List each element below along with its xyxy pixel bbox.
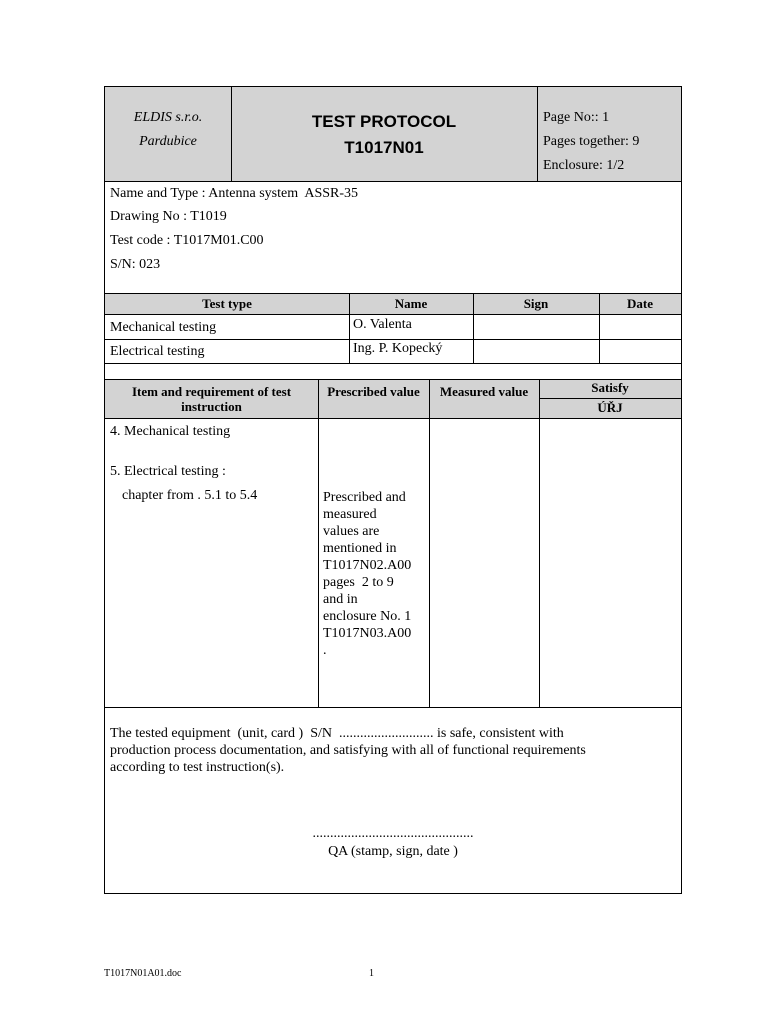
item-chapter-range: chapter from . 5.1 to 5.4 [122,488,258,503]
statement-top-border [105,707,681,708]
header-title-cell [231,87,537,181]
footer-filename: T1017N01A01.doc [104,968,182,979]
requirements-col-divider [429,379,430,707]
col-item-requirement-line2: instruction [181,399,242,414]
col-satisfy: Satisfy [591,380,629,395]
prescribed-line: pages 2 to 9 [323,575,394,590]
col-satisfy-sub: ÚŘJ [597,400,623,415]
prescribed-line: mentioned in [323,541,397,556]
col-test-type: Test type [202,296,252,311]
col-name: Name [394,296,428,311]
page-number: Page No:: 1 [543,110,610,125]
prescribed-line: Prescribed and [323,490,406,505]
test-type-electrical: Electrical testing [110,344,205,359]
statement-text [110,725,676,776]
prescribed-line: and in [323,592,358,607]
qa-label: QA (stamp, sign, date ) [328,844,458,859]
test-code: Test code : T1017M01.C00 [110,233,264,248]
col-item-requirement: Item and requirement of test [131,384,292,399]
testers-row-line [105,314,681,315]
test-type-mechanical: Mechanical testing [110,320,217,335]
prescribed-line: T1017N03.A00 [323,626,412,641]
tester-name-electrical: Ing. P. Kopecký [353,341,443,356]
company-name: ELDIS s.r.o. [133,110,203,125]
satisfy-sub-divider [539,398,681,399]
col-prescribed-value: Prescribed value [327,384,420,399]
name-and-type: Name and Type : Antenna system ASSR-35 [110,186,359,201]
testers-col-divider [599,293,600,363]
prescribed-line: T1017N02.A00 [323,558,412,573]
company-city: Pardubice [139,134,197,149]
prescribed-values-note [323,489,427,659]
pages-together: Pages together: 9 [543,134,640,149]
protocol-code: T1017N01 [344,138,424,157]
enclosure: Enclosure: 1/2 [543,158,625,173]
testers-col-divider [473,293,474,363]
statement-line: production process documentation, and satisfying with all of functional requirements [110,743,586,758]
testers-col-divider [349,293,350,363]
prescribed-line: values are [323,524,380,539]
footer-page-number: 1 [369,968,374,979]
requirements-col-divider [539,379,540,707]
col-sign: Sign [523,296,549,311]
testers-bottom-line [105,363,681,364]
protocol-form [104,86,682,894]
qa-signature-line: .............................................. [312,826,474,841]
statement-line: The tested equipment (unit, card ) S/N ........................... is safe, consistent with [110,726,564,741]
statement-line: according to test instruction(s). [110,760,285,775]
protocol-title: TEST PROTOCOL [311,112,457,131]
item-electrical-testing: 5. Electrical testing : [110,464,226,479]
prescribed-line: measured [323,507,377,522]
requirements-col-divider [318,379,319,707]
serial-number: S/N: 023 [110,257,161,272]
col-date: Date [627,296,653,311]
col-measured-value: Measured value [439,384,529,399]
item-mechanical-testing: 4. Mechanical testing [110,424,231,439]
requirements-header-bottom [105,418,681,419]
tester-name-mechanical: O. Valenta [353,317,412,332]
prescribed-line: enclosure No. 1 [323,609,412,624]
drawing-number: Drawing No : T1019 [110,209,227,224]
prescribed-line: . [323,643,327,658]
